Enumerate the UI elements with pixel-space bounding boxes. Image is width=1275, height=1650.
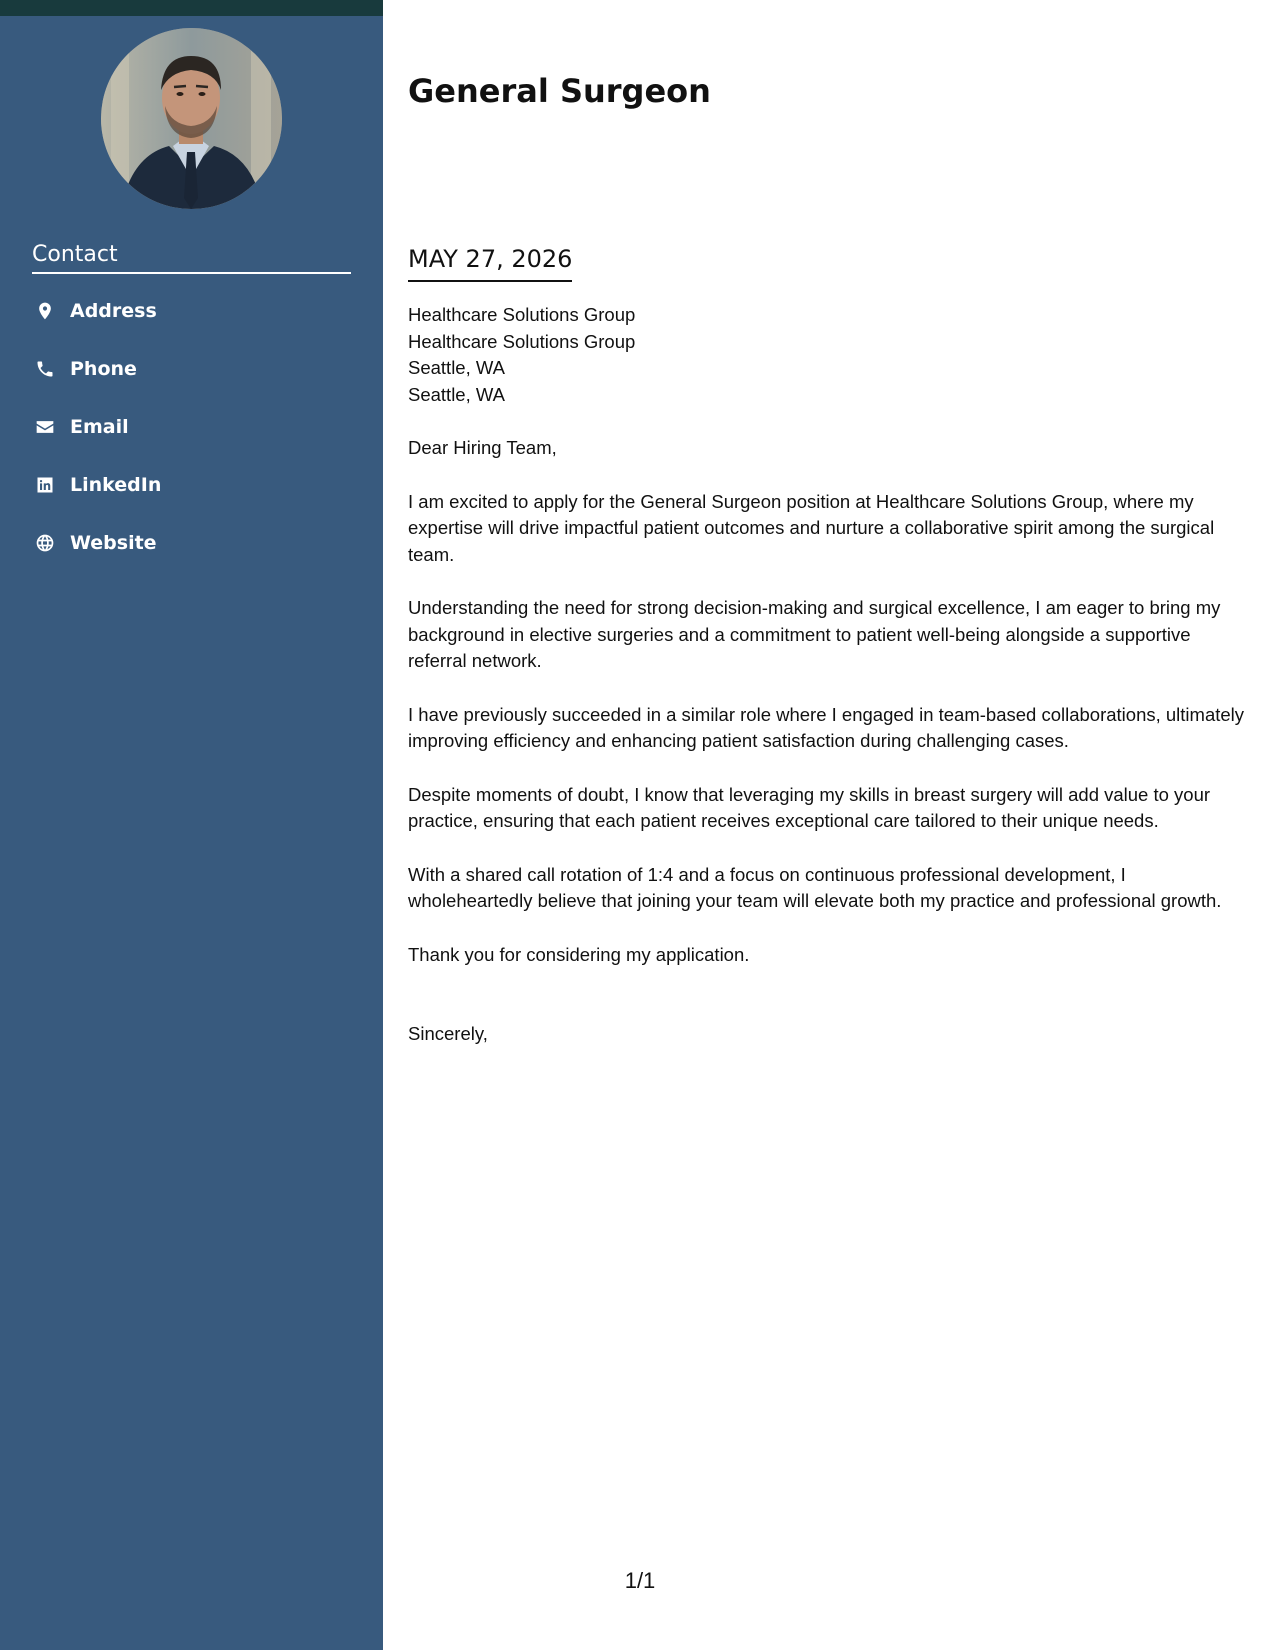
- contact-item-phone[interactable]: [32, 340, 351, 398]
- letter-paragraph: Thank you for considering my application.: [408, 943, 750, 965]
- contact-heading: Contact: [32, 240, 351, 274]
- envelope-icon: [32, 414, 58, 440]
- page-number: 1/1: [624, 1568, 656, 1593]
- avatar-portrait: [101, 28, 282, 209]
- contact-label-website: Website: [70, 532, 157, 554]
- recipient-line: Seattle, WA: [408, 357, 505, 378]
- avatar: [101, 28, 282, 209]
- page-title: General Surgeon: [408, 72, 711, 110]
- recipient-line: Healthcare Solutions Group: [408, 304, 636, 325]
- contact-label-address: Address: [70, 300, 157, 322]
- contact-label-linkedin: LinkedIn: [70, 474, 162, 496]
- contact-item-linkedin[interactable]: [32, 456, 351, 514]
- phone-icon: [32, 356, 58, 382]
- contact-label-email: Email: [70, 416, 129, 438]
- greeting: Dear Hiring Team,: [408, 437, 557, 458]
- contact-label-phone: Phone: [70, 358, 137, 380]
- contact-item-email[interactable]: [32, 398, 351, 456]
- globe-icon: [32, 530, 58, 556]
- recipient-block: [408, 302, 1248, 408]
- linkedin-icon: [32, 472, 58, 498]
- contact-item-website[interactable]: [32, 514, 351, 572]
- recipient-line: Healthcare Solutions Group: [408, 330, 636, 352]
- letter-paragraph: With a shared call rotation of 1:4 and a focus on continuous professional development, I wholeheartedly believe that joining your team will elevate both my practice and professional growth.: [408, 863, 1222, 911]
- letter-paragraph: I have previously succeeded in a similar role where I engaged in team-based collaborations, ultimately improving efficiency and enhancing patient satisfaction during challenging cases.: [408, 703, 1245, 751]
- letter-paragraph: Despite moments of doubt, I know that leveraging my skills in breast surgery will add value to your practice, ensuring that each patient receives exceptional care tailored to their unique needs.: [408, 783, 1211, 831]
- contact-item-address[interactable]: [32, 282, 351, 340]
- sidebar-top-bar: [0, 0, 383, 16]
- contact-list: [32, 282, 351, 572]
- recipient-line: Seattle, WA: [408, 383, 505, 405]
- map-pin-icon: [32, 298, 58, 324]
- letter-date: MAY 27, 2026: [408, 244, 572, 282]
- closing: Sincerely,: [408, 1023, 488, 1044]
- letter-paragraph: Understanding the need for strong decision-making and surgical excellence, I am eager to bring my background in elective surgeries and a commitment to patient well-being alongside a supportive referral network.: [408, 597, 1221, 671]
- letter-paragraph: I am excited to apply for the General Surgeon position at Healthcare Solutions Group, where my expertise will drive impactful patient outcomes and nurture a collaborative spirit among the surgical team.: [408, 490, 1215, 565]
- sidebar: [0, 0, 383, 1650]
- letter-body: [408, 302, 1248, 1048]
